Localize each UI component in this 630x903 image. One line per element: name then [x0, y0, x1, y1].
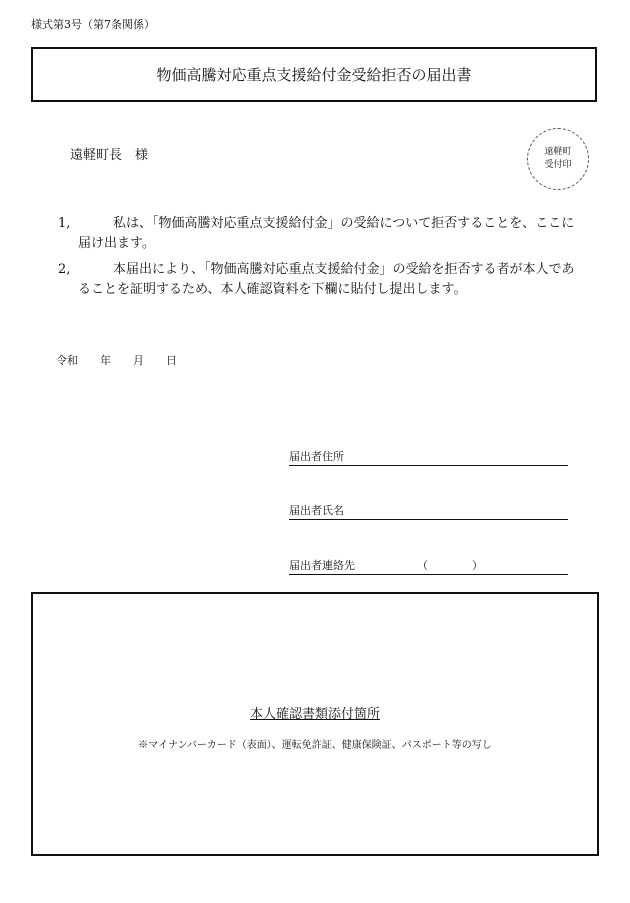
contact-label: 届出者連絡先 [289, 559, 355, 572]
date-era: 令和 [56, 354, 78, 367]
contact-field[interactable] [289, 557, 568, 575]
item-number: 1, [58, 216, 71, 231]
name-label: 届出者氏名 [289, 504, 344, 517]
item-text-cont: 届け出ます。 [78, 236, 155, 251]
date-month: 月 [133, 354, 144, 367]
document-title: 物価高騰対応重点支援給付金受給拒否の届出書 [31, 47, 597, 102]
attachment-title [0, 703, 630, 722]
address-label: 届出者住所 [289, 450, 344, 463]
id-document-attachment-area [31, 592, 599, 856]
stamp-line2: 受付印 [544, 160, 572, 170]
date-day: 日 [166, 354, 177, 367]
item-text: 本届出により、「物価高騰対応重点支援給付金」の受給を拒否する者が本人であ [100, 262, 575, 277]
addressee: 遠軽町長 様 [70, 148, 149, 163]
date-year: 年 [100, 354, 111, 367]
form-number: 様式第3号（第7条関係） [31, 18, 155, 31]
item-number: 2, [58, 262, 71, 277]
reception-stamp-area [527, 128, 589, 190]
date-line [56, 352, 199, 368]
address-field[interactable] [289, 448, 568, 466]
contact-paren: （ ） [417, 559, 483, 572]
statement-item-2 [58, 260, 578, 300]
attachment-title-text: 本人確認書類添付箇所 [249, 707, 380, 722]
name-field[interactable] [289, 502, 568, 520]
attachment-note: ※マイナンバーカード（表面）、運転免許証、健康保険証、パスポート等の写し [138, 740, 492, 751]
item-text: 私は、「物価高騰対応重点支援給付金」の受給について拒否することを、ここに [100, 216, 575, 231]
statement-item-1 [58, 214, 578, 254]
item-text-cont: ることを証明するため、本人確認資料を下欄に貼付し提出します。 [78, 282, 467, 297]
stamp-line1: 遠軽町 [544, 147, 572, 157]
